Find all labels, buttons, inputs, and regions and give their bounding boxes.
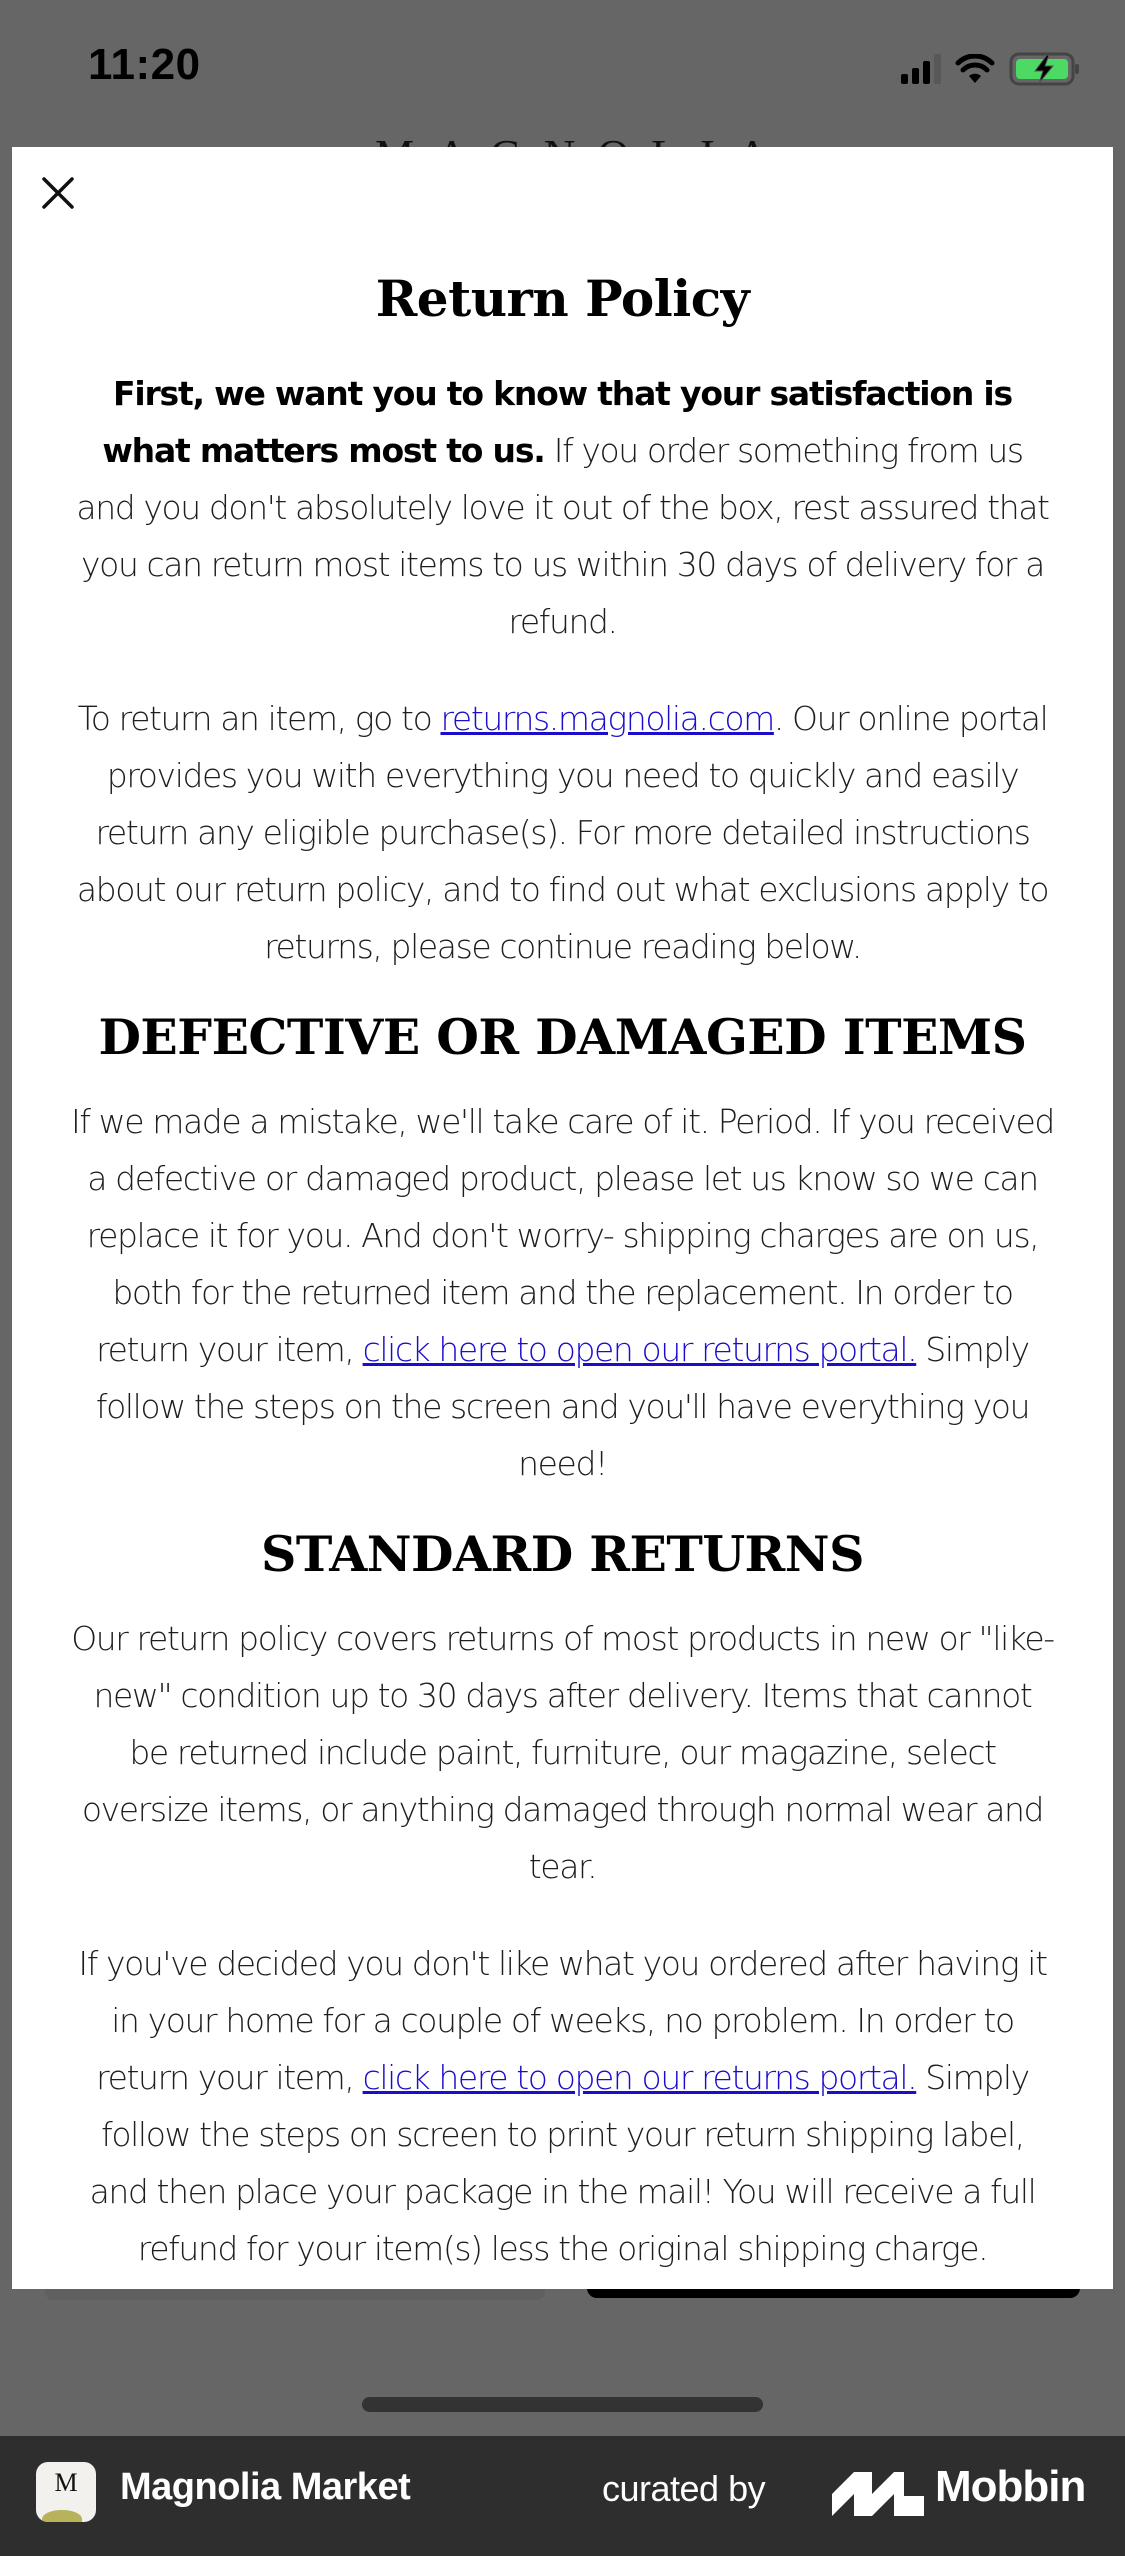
standard-returns-portal-paragraph	[70, 1935, 1055, 2277]
defective-returns-portal-link[interactable]: click here to open our returns portal.	[362, 1330, 917, 1369]
curated-by-label: curated by	[602, 2468, 766, 2509]
defective-heading: DEFECTIVE OR DAMAGED ITEMS	[98, 1008, 1027, 1066]
intro-bold-text: First, we want you to know that your satisfaction is what matters most to us.	[102, 374, 1012, 470]
app-name: Magnolia Market	[120, 2466, 411, 2508]
defective-text-before: If we made a mistake, we'll take care of it. Period. If you received a defective or damaged product, please let us know so we can replace it for you. And don't worry- shipping charges are on us, both for the returned item and the replacement. In order to return your item,	[71, 1102, 1054, 1369]
portal-text-after: . Our online portal provides you with everything you need to quickly and easily return any eligible purchase(s). For more detailed instructions about our return policy, and to find out what exclusions apply to returns, please continue reading below.	[76, 699, 1049, 966]
portal-text-before: To return an item, go to	[77, 699, 441, 738]
app-icon-letter: M	[54, 2468, 78, 2497]
close-icon	[41, 176, 75, 210]
cellular-signal-icon	[901, 54, 941, 84]
attribution-footer	[0, 2436, 1125, 2556]
status-bar	[0, 0, 1125, 140]
return-policy-modal	[12, 147, 1113, 2289]
standard-text-before: If you've decided you don't like what you ordered after having it in your home for a couple of weeks, no problem. In order to return your item,	[78, 1944, 1047, 2097]
app-icon-leaves	[42, 2510, 82, 2522]
portal-paragraph	[70, 690, 1055, 975]
mobbin-logo-icon	[832, 2472, 924, 2516]
standard-returns-paragraph: Our return policy covers returns of most products in new or "like-new" condition up to 30 days after delivery. Items that cannot be returned include paint, furniture, our magazine, select oversize items, or anything damaged through normal wear and tear.	[71, 1619, 1054, 1886]
battery-charging-icon	[1009, 52, 1081, 86]
home-indicator[interactable]	[362, 2397, 763, 2412]
intro-text: If you order something from us and you don't absolutely love it out of the box, rest assured that you can return most items to us within 30 days of delivery for a refund.	[76, 431, 1049, 641]
status-icons	[901, 52, 1081, 86]
modal-content	[70, 259, 1055, 2277]
mobbin-brand: Mobbin	[935, 2462, 1086, 2511]
defective-paragraph	[70, 1093, 1055, 1492]
wifi-icon	[955, 54, 995, 84]
status-time: 11:20	[88, 40, 201, 89]
app-icon	[36, 2462, 96, 2522]
modal-title: Return Policy	[375, 269, 750, 328]
intro-paragraph	[70, 365, 1055, 650]
defective-text-after: Simply follow the steps on the screen and you'll have everything you need!	[95, 1330, 1030, 1483]
standard-returns-heading: STANDARD RETURNS	[261, 1525, 864, 1583]
standard-text-after: Simply follow the steps on screen to print your return shipping label, and then place your package in the mail! You will receive a full refund for your item(s) less the original shipping charge.	[89, 2058, 1036, 2268]
close-button[interactable]	[38, 173, 78, 213]
standard-returns-portal-link[interactable]: click here to open our returns portal.	[362, 2058, 917, 2097]
returns-site-link[interactable]: returns.magnolia.com	[440, 699, 774, 738]
